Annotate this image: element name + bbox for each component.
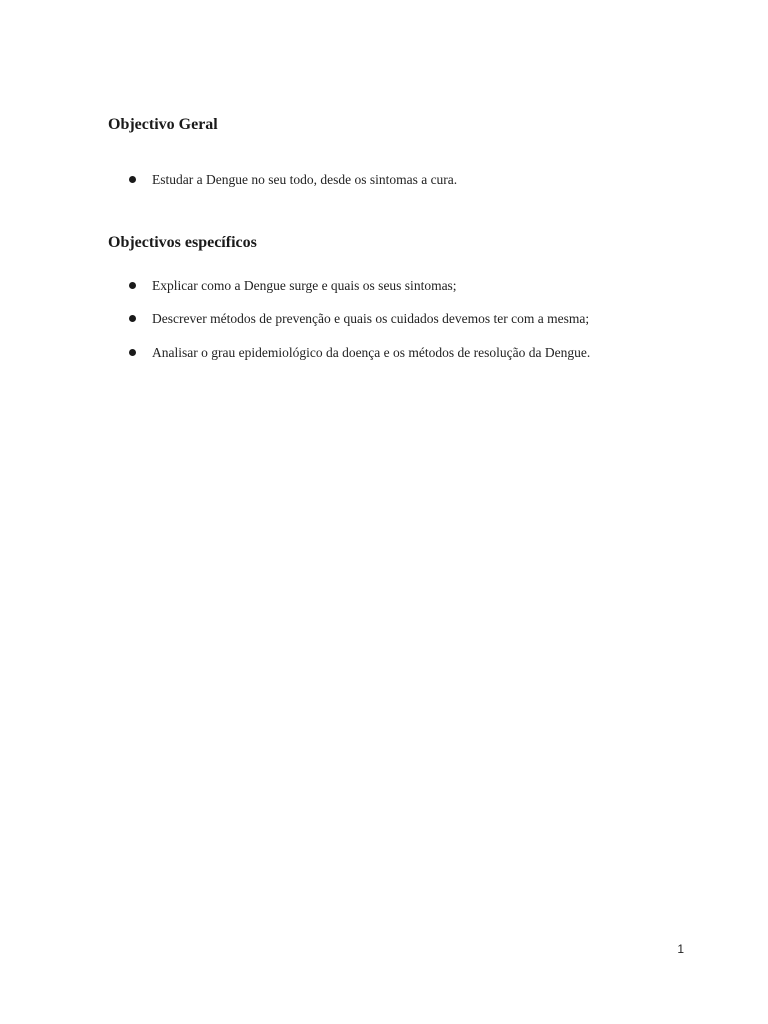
list-item-text: Descrever métodos de prevenção e quais os cuidados devemos ter com a mesma; [152,311,590,326]
list-item [108,170,708,190]
list-item [108,343,708,363]
list-item [108,276,708,296]
section-heading-general-objective: Objectivo Geral [108,116,218,133]
section-heading-specific-objectives: Objectivos específicos [108,234,257,251]
page-number: 1 [677,942,684,956]
list-item-text: Estudar a Dengue no seu todo, desde os sintomas a cura. [152,172,458,187]
bullet-icon [129,315,136,322]
bullet-icon [129,176,136,183]
bullet-icon [129,349,136,356]
list-item [108,309,708,329]
bullet-icon [129,282,136,289]
list-item-text: Analisar o grau epidemiológico da doença e os métodos de resolução da Dengue. [152,345,591,360]
list-item-text: Explicar como a Dengue surge e quais os seus sintomas; [152,278,457,293]
